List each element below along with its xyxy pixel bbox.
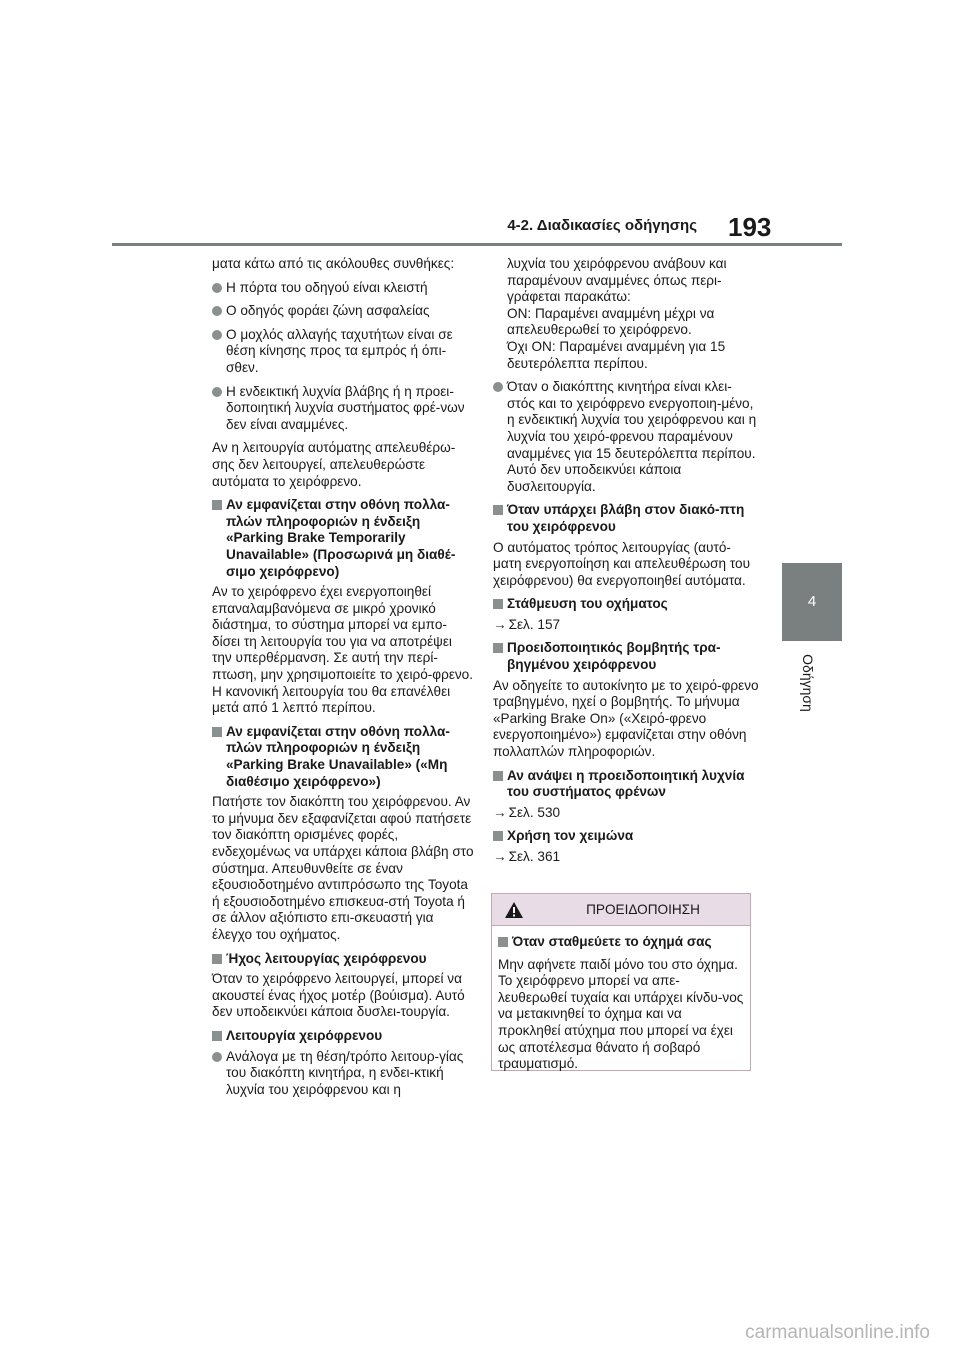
page-reference-text: Σελ. 530 bbox=[508, 804, 561, 820]
section-heading bbox=[493, 596, 759, 613]
not-on-state-text: Όχι ON: Παραμένει αναμμένη για 15 δευτερόλεπτα περίπου. bbox=[507, 338, 726, 371]
section-heading bbox=[493, 640, 759, 673]
list-item-text: Η ενδεικτική λυχνία βλάβης ή η προει-δοποιητική λυχνία συστήματος φρέ-νων δεν είναι αναμμένες. bbox=[226, 383, 465, 432]
warning-triangle-icon bbox=[504, 901, 524, 924]
bullet-dot-icon bbox=[212, 283, 222, 293]
square-bullet-icon bbox=[212, 500, 222, 510]
warning-box bbox=[491, 893, 751, 1071]
section-heading-text: Λειτουργία χειρόφρενου bbox=[226, 1027, 383, 1043]
chapter-tab-label: Οδήγηση bbox=[800, 654, 816, 712]
list-item bbox=[212, 384, 474, 434]
bullet-dot-icon bbox=[212, 1052, 222, 1062]
section-heading-text: Όταν υπάρχει βλάβη στον διακό-πτη του χειρόφρενου bbox=[507, 502, 745, 534]
section-heading bbox=[212, 724, 474, 790]
page-reference-text: Σελ. 157 bbox=[508, 616, 561, 632]
square-bullet-icon bbox=[493, 643, 503, 653]
page-reference[interactable] bbox=[493, 805, 759, 822]
section-heading bbox=[493, 828, 759, 845]
page-reference[interactable] bbox=[493, 617, 759, 634]
warning-title: ΠΡΟΕΙΔΟΠΟΙΗΣΗ bbox=[586, 902, 700, 917]
section-body: Ο αυτόματος τρόπος λειτουργίας (αυτό-ματη ενεργοποίηση και απελευθέρωση του χειρόφρενου) θα ενεργοποιηθεί αυτόματα. bbox=[493, 539, 751, 588]
warning-header bbox=[492, 894, 750, 926]
warning-body bbox=[492, 926, 750, 1073]
square-bullet-icon bbox=[493, 599, 503, 609]
arrow-right-icon: → bbox=[493, 804, 507, 820]
page-number: 193 bbox=[728, 212, 772, 242]
section-body: Όταν το χειρόφρενο λειτουργεί, μπορεί να ακουστεί ένας ήχος μοτέρ (βούισμα). Αυτό δεν υποδεικνύει κάποια δυσλει-τουργία. bbox=[212, 971, 465, 1020]
warning-heading-text: Όταν σταθμεύετε το όχημά σας bbox=[512, 934, 712, 949]
footer-watermark: carmanualsonline.info bbox=[745, 1322, 930, 1343]
continued-bullet bbox=[493, 256, 759, 372]
warning-heading bbox=[498, 934, 744, 951]
list-item bbox=[212, 327, 474, 377]
section-heading-text: Ήχος λειτουργίας χειρόφρενου bbox=[226, 950, 427, 966]
section-heading-text: Αν εμφανίζεται στην οθόνη πολλα-πλών πληροφοριών η ένδειξη «Parking Brake Temporarily Unavailable» (Προσωρινά μη διαθέ-σιμο χειρόφρενο) bbox=[226, 497, 456, 579]
section-heading-text: Προειδοποιητικός βομβητής τρα-βηγμένου χειρόφρενου bbox=[507, 640, 721, 673]
square-bullet-icon bbox=[212, 1031, 222, 1041]
list-item bbox=[212, 1049, 474, 1099]
list-item-text: Ο οδηγός φοράει ζώνη ασφαλείας bbox=[226, 303, 430, 319]
section-body: Αν το χειρόφρενο έχει ενεργοποιηθεί επαναλαμβανόμενα σε μικρό χρονικό διάστημα, το σύστημα μπορεί να εμπο-δίσει τη λειτουργία του για να αποτρέψει την υπερθέρμανση. Σε αυτή την περί-πτωση, μην χρησιμοποιείτε το χειρό-φρενο. Η κανονική λειτουργία του θα επανέλθει μετά από 1 λεπτό περίπου. bbox=[212, 584, 474, 716]
square-bullet-icon bbox=[212, 727, 222, 737]
section-heading bbox=[212, 951, 474, 968]
bullet-dot-icon bbox=[493, 382, 503, 392]
right-column bbox=[493, 256, 759, 873]
section-heading-text: Χρήση τον χειμώνα bbox=[507, 828, 634, 844]
intro-text: ματα κάτω από τις ακόλουθες συνθήκες: bbox=[212, 256, 455, 271]
list-item-text: Ο μοχλός αλλαγής ταχυτήτων είναι σε θέση κίνησης προς τα εμπρός ή όπι-σθεν. bbox=[226, 326, 453, 375]
list-item bbox=[493, 379, 759, 495]
section-body: Πατήστε τον διακόπτη του χειρόφρενου. Αν το μήνυμα δεν εξαφανίζεται αφού πατήσετε τον διακόπτη ορισμένες φορές, ενδεχομένως να υπάρχει κάποια βλάβη στο σύστημα. Απευθυνθείτε σε έναν εξουσιοδοτημένο αντιπρόσωπο της Toyota ή εξουσιοδοτημένο επισκευα-στή Toyota ή σε άλλον αξιόπιστο επι-σκευαστή για έλεγχο του οχήματος. bbox=[212, 794, 474, 942]
square-bullet-icon bbox=[493, 771, 503, 781]
on-state-text: ON: Παραμένει αναμμένη μέχρι να απελευθερωθεί το χειρόφρενο. bbox=[507, 305, 715, 338]
header-divider bbox=[112, 243, 842, 246]
square-bullet-icon bbox=[493, 831, 503, 841]
section-heading-text: Στάθμευση του οχήματος bbox=[507, 596, 668, 612]
section-heading bbox=[493, 768, 759, 801]
continued-text: λυχνία του χειρόφρενου ανάβουν και παραμένουν αναμμένες όπως περι-γράφεται παρακάτω: bbox=[507, 256, 727, 305]
list-item-text: Ανάλογα με τη θέση/τρόπο λειτουρ-γίας του διακόπτη κινητήρα, η ενδει-κτική λυχνία του χειρόφρενου και η bbox=[226, 1048, 464, 1097]
square-bullet-icon bbox=[498, 937, 508, 947]
square-bullet-icon bbox=[493, 505, 503, 515]
list-item-text: Η πόρτα του οδηγού είναι κλειστή bbox=[226, 279, 428, 295]
page-reference-text: Σελ. 361 bbox=[508, 849, 561, 864]
note-text: Αν η λειτουργία αυτόματης απελευθέρω-σης δεν λειτουργεί, απελευθερώστε αυτόματα το χειρόφρενο. bbox=[212, 440, 456, 489]
left-column bbox=[212, 256, 474, 1105]
arrow-right-icon: → bbox=[493, 616, 507, 632]
arrow-right-icon: → bbox=[493, 849, 507, 864]
list-item bbox=[212, 303, 474, 320]
bullet-dot-icon bbox=[212, 330, 222, 340]
bullet-dot-icon bbox=[212, 306, 222, 316]
section-body: Αν οδηγείτε το αυτοκίνητο με το χειρό-φρενο τραβηγμένο, ηχεί ο βομβητής. Το μήνυμα «Parking Brake On» («Χειρό-φρενο ενεργοποιημένο») εμφανίζεται στην οθόνη πολλαπλών πληροφοριών. bbox=[493, 677, 759, 760]
bullet-dot-icon bbox=[212, 387, 222, 397]
list-item-text: Όταν ο διακόπτης κινητήρα είναι κλει-στός και το χειρόφρενο ενεργοποιη-μένο, η ενδεικτική λυχνία του χειρόφρενου και η λυχνία του χειρό-φρενου παραμένουν αναμμένες για 15 δευτερόλεπτα περίπου. Αυτό δεν υποδεικνύει κάποια δυσλειτουργία. bbox=[507, 379, 757, 494]
chapter-tab[interactable]: 4 bbox=[782, 563, 842, 641]
chapter-title: 4-2. Διαδικασίες οδήγησης bbox=[507, 217, 697, 234]
section-heading bbox=[212, 497, 474, 580]
section-heading-text: Αν εμφανίζεται στην οθόνη πολλα-πλών πληροφοριών η ένδειξη «Parking Brake Unavailable» («Μη διαθέσιμο χειρόφρενο») bbox=[226, 723, 450, 789]
square-bullet-icon bbox=[212, 954, 222, 964]
list-item bbox=[212, 280, 474, 297]
warning-text: Μην αφήνετε παιδί μόνο του στο όχημα. Το χειρόφρενο μπορεί να απε-λευθερωθεί τυχαία και υπάρχει κίνδυ-νος να μετακινηθεί το όχημα και να προκληθεί ατύχημα που μπορεί να έχει ως αποτέλεσμα θάνατο ή σοβαρό τραυματισμό. bbox=[498, 956, 744, 1072]
section-heading bbox=[493, 502, 759, 535]
page-reference[interactable] bbox=[493, 849, 759, 866]
section-heading bbox=[212, 1028, 474, 1045]
section-heading-text: Αν ανάψει η προειδοποιητική λυχνία του συστήματος φρένων bbox=[507, 767, 745, 800]
